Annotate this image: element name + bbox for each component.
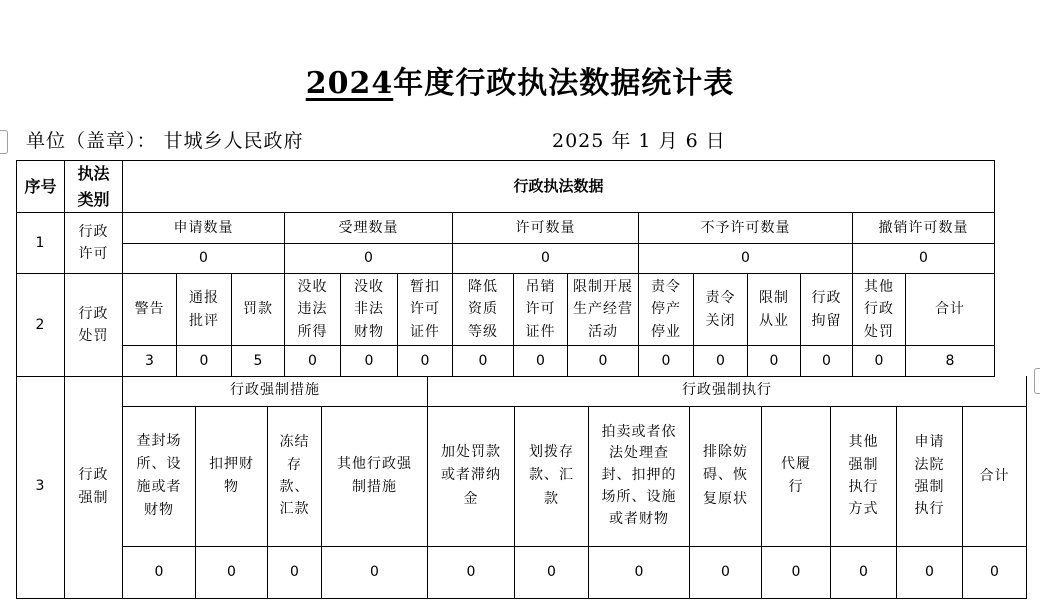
row-1-label: 行政许可 <box>65 213 123 274</box>
penalty-col: 没收违法所得 <box>285 274 341 346</box>
permit-val-granted: 0 <box>453 244 639 274</box>
report-date: 2025 年 1 月 6 日 <box>552 130 726 152</box>
enforcement-col-total: 合计 <box>963 406 1027 546</box>
penalty-val: 0 <box>801 346 853 377</box>
enforcement-col: 加处罚款或者滞纳金 <box>428 406 515 546</box>
penalty-val: 0 <box>285 346 341 377</box>
penalty-col: 暂扣许可证件 <box>398 274 453 346</box>
penalty-col: 限制从业 <box>748 274 801 346</box>
enforcement-val: 0 <box>589 546 690 598</box>
enforcement-val: 0 <box>762 546 831 598</box>
penalty-col: 罚款 <box>232 274 285 346</box>
margin-marker <box>0 130 8 154</box>
row-2-seq: 2 <box>17 274 65 377</box>
penalty-val-total: 8 <box>906 346 995 377</box>
penalty-col: 警告 <box>123 274 177 346</box>
enforcement-col: 划拨存款、汇款 <box>515 406 589 546</box>
penalty-val: 0 <box>694 346 748 377</box>
enforcement-col: 查封场所、设施或者财物 <box>123 406 196 546</box>
penalty-col: 行政拘留 <box>801 274 853 346</box>
penalty-val: 0 <box>639 346 694 377</box>
penalty-col: 没收非法财物 <box>341 274 398 346</box>
penalty-col: 责令关闭 <box>694 274 748 346</box>
header-seq: 序号 <box>17 161 65 213</box>
enforcement-val: 0 <box>897 546 963 598</box>
permit-col-accepted: 受理数量 <box>285 213 453 244</box>
enforcement-col: 拍卖或者依法处理查封、扣押的场所、设施或者财物 <box>589 406 690 546</box>
row-1-seq: 1 <box>17 213 65 274</box>
enforcement-col: 其他行政强制措施 <box>322 406 428 546</box>
header-data: 行政执法数据 <box>123 161 995 213</box>
penalty-col: 通报批评 <box>177 274 232 346</box>
row-3-seq: 3 <box>17 376 65 598</box>
penalty-val: 0 <box>177 346 232 377</box>
enforcement-val: 0 <box>428 546 515 598</box>
enforcement-execution-group: 行政强制执行 <box>428 376 1027 406</box>
penalty-col: 吊销许可证件 <box>514 274 568 346</box>
permit-val-apply: 0 <box>123 244 285 274</box>
enforcement-col: 其他强制执行方式 <box>831 406 897 546</box>
permit-col-apply: 申请数量 <box>123 213 285 244</box>
penalty-val: 5 <box>232 346 285 377</box>
permit-val-accepted: 0 <box>285 244 453 274</box>
penalty-val: 0 <box>853 346 906 377</box>
enforcement-val: 0 <box>831 546 897 598</box>
title-text: 年度行政执法数据统计表 <box>393 66 735 101</box>
permit-col-denied: 不予许可数量 <box>639 213 853 244</box>
enforcement-val: 0 <box>123 546 196 598</box>
penalty-val: 0 <box>514 346 568 377</box>
enforcement-col: 申请法院强制执行 <box>897 406 963 546</box>
enforcement-val: 0 <box>268 546 322 598</box>
penalty-val: 0 <box>398 346 453 377</box>
penalty-col: 限制开展生产经营活动 <box>568 274 639 346</box>
penalty-col-total: 合计 <box>906 274 995 346</box>
enforcement-val: 0 <box>322 546 428 598</box>
enforcement-col: 代履行 <box>762 406 831 546</box>
permit-col-granted: 许可数量 <box>453 213 639 244</box>
row-3-label: 行政强制 <box>65 376 123 598</box>
enforcement-col: 排除妨碍、恢复原状 <box>690 406 762 546</box>
penalty-col: 责令停产停业 <box>639 274 694 346</box>
penalty-col: 降低资质等级 <box>453 274 514 346</box>
enforcement-table <box>16 376 1027 599</box>
row-2-label: 行政处罚 <box>65 274 123 377</box>
penalty-val: 3 <box>123 346 177 377</box>
permit-val-denied: 0 <box>639 244 853 274</box>
enforcement-val: 0 <box>515 546 589 598</box>
header-category: 执法类别 <box>65 161 123 213</box>
enforcement-col: 扣押财物 <box>196 406 268 546</box>
enforcement-measures-group: 行政强制措施 <box>123 376 428 406</box>
page-title <box>0 58 1040 102</box>
enforcement-val: 0 <box>196 546 268 598</box>
enforcement-col: 冻结存款、汇款 <box>268 406 322 546</box>
unit-line: 单位（盖章）： 甘城乡人民政府 <box>26 130 304 152</box>
margin-marker-right <box>1034 368 1040 394</box>
penalty-val: 0 <box>748 346 801 377</box>
enforcement-val: 0 <box>690 546 762 598</box>
title-year: 2024 <box>305 66 394 101</box>
penalty-val: 0 <box>453 346 514 377</box>
enforcement-val-total: 0 <box>963 546 1027 598</box>
penalty-val: 0 <box>341 346 398 377</box>
penalty-val: 0 <box>568 346 639 377</box>
penalty-col: 其他行政处罚 <box>853 274 906 346</box>
permit-col-revoked: 撤销许可数量 <box>853 213 995 244</box>
statistics-table <box>16 160 995 377</box>
permit-val-revoked: 0 <box>853 244 995 274</box>
